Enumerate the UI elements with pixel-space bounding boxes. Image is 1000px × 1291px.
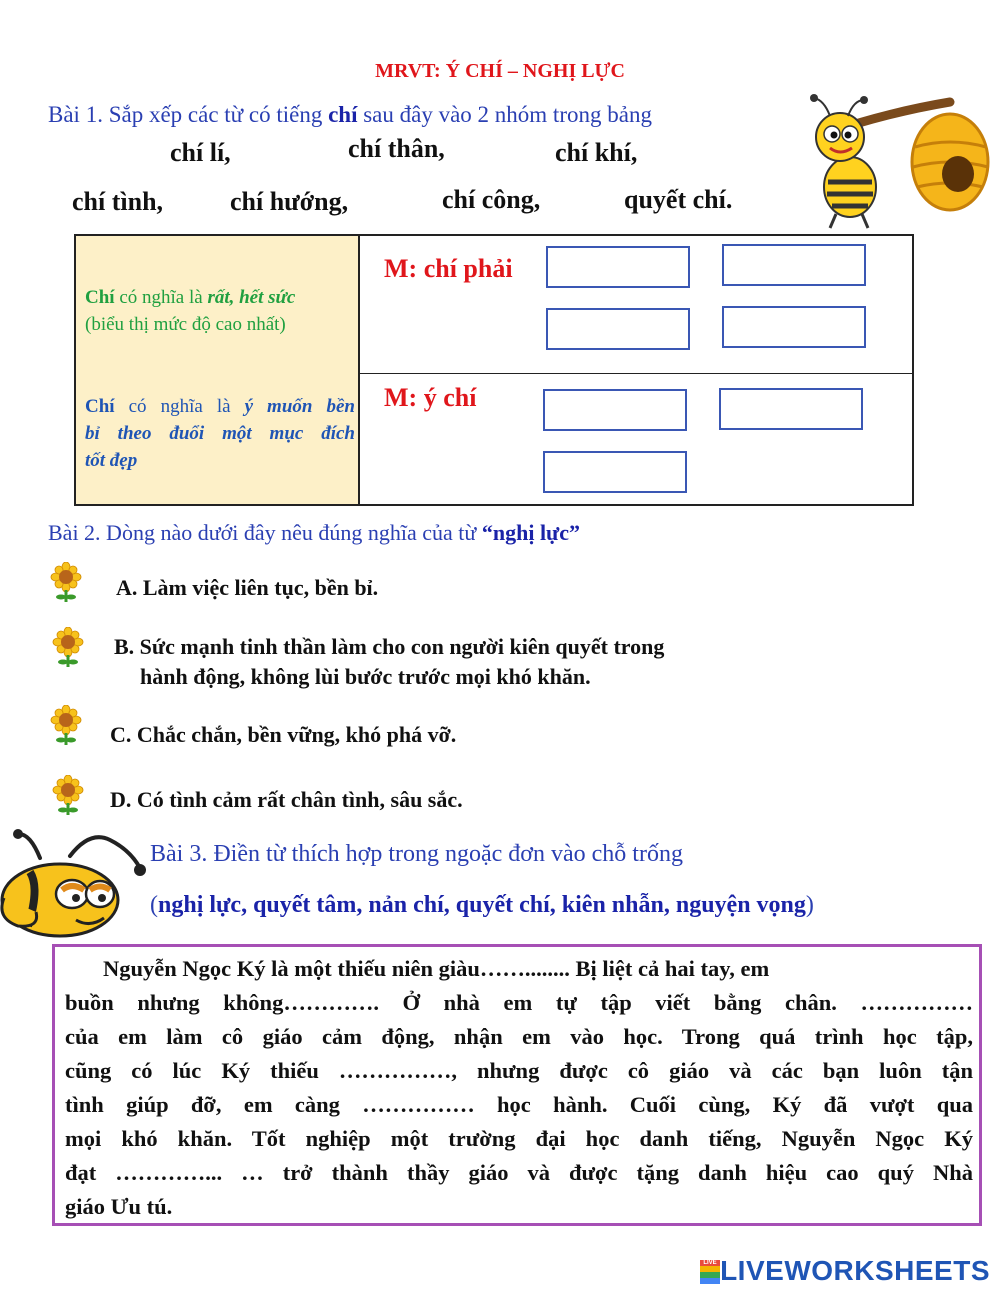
passage-line-8: giáo Ưu tú. xyxy=(65,1194,173,1219)
group-row-2 xyxy=(76,373,912,504)
bee-hive-illustration xyxy=(800,92,990,232)
logo-letters: LIVE xyxy=(700,1260,720,1266)
group-2-answer-box-2[interactable] xyxy=(719,388,863,430)
fill-in-passage xyxy=(52,944,982,1226)
passage-line-6: mọi khó khăn. Tốt nghiệp một trường đại học danh tiếng, Nguyễn Ngọc Ký xyxy=(65,1126,973,1151)
group-row-1 xyxy=(76,236,912,374)
exercise-2-heading-start: Bài 2. Dòng nào dưới đây nêu đúng nghĩa của từ xyxy=(48,520,482,545)
option-b-line-2: hành động, không lùi bước trước mọi khó khăn. xyxy=(140,664,591,689)
passage-line-5: tình giúp đỡ, em càng …………… học hành. Cuối cùng, Ký đã vượt qua xyxy=(65,1092,973,1117)
group-1-meaning: rất, hết sức xyxy=(207,287,296,308)
group-2-meaning-line-3: tốt đẹp xyxy=(85,450,138,471)
sunflower-icon xyxy=(50,562,82,602)
word-chi-khi: chí khí, xyxy=(555,138,638,167)
exercise-2-heading xyxy=(48,520,580,546)
exercise-1-heading-end: sau đây vào 2 nhóm trong bảng xyxy=(357,102,652,127)
word-bank-open-paren: ( xyxy=(150,892,158,918)
group-1-answer-box-2[interactable] xyxy=(722,244,866,286)
exercise-3-word-bank xyxy=(150,892,814,919)
group-1-chi: Chí xyxy=(85,287,115,308)
group-1-answer-box-3[interactable] xyxy=(546,308,690,350)
liveworksheets-logo-icon xyxy=(700,1260,720,1284)
group-2-mid: có nghĩa là xyxy=(114,396,245,417)
grouping-table xyxy=(74,234,914,506)
exercise-2-keyword: “nghị lực” xyxy=(481,520,581,545)
passage-line-2: buồn nhưng không…………. Ở nhà em tự tập viết bằng chân. …………… xyxy=(65,990,973,1015)
passage-line-4: cũng có lúc Ký thiếu ……………, nhưng được cô giáo và các bạn luôn tận xyxy=(65,1058,973,1083)
passage-line-7: đạt …………... … trở thành thầy giáo và được tặng danh hiệu cao quý Nhà xyxy=(65,1160,973,1185)
option-c[interactable]: C. Chắc chắn, bền vững, khó phá vỡ. xyxy=(110,722,457,747)
bee-peeking-illustration xyxy=(0,828,150,938)
group-2-definition xyxy=(85,393,355,474)
option-a[interactable]: A. Làm việc liên tục, bền bỉ. xyxy=(116,575,379,600)
group-1-note: (biểu thị mức độ cao nhất) xyxy=(85,314,286,335)
passage-line-3: của em làm cô giáo cảm động, nhận em vào học. Trong quá trình học tập, xyxy=(65,1024,973,1049)
group-1-definition-cell xyxy=(76,236,360,373)
word-chi-huong: chí hướng, xyxy=(230,187,349,216)
group-2-meaning-line-2: bỉ theo đuổi một mục đích xyxy=(85,423,355,444)
group-1-mid: có nghĩa là xyxy=(114,287,208,308)
option-b-line-1: B. Sức mạnh tinh thần làm cho con người kiên quyết trong xyxy=(114,634,665,659)
sunflower-icon xyxy=(50,705,82,745)
group-2-answer-box-3[interactable] xyxy=(543,451,687,493)
group-1-answer-box-4[interactable] xyxy=(722,306,866,348)
group-2-definition-cell xyxy=(76,373,360,504)
sunflower-icon xyxy=(52,775,84,815)
word-bank-list: nghị lực, quyết tâm, nản chí, quyết chí, kiên nhẫn, nguyện vọng xyxy=(158,892,806,918)
passage-line-1: Nguyễn Ngọc Ký là một thiếu niên giàu……........ Bị liệt cả hai tay, em xyxy=(103,956,770,981)
sunflower-icon xyxy=(52,627,84,667)
word-chi-tinh: chí tình, xyxy=(72,187,164,216)
option-d[interactable]: D. Có tình cảm rất chân tình, sâu sắc. xyxy=(110,787,463,812)
exercise-3-heading: Bài 3. Điền từ thích hợp trong ngoặc đơn vào chỗ trống xyxy=(150,841,683,867)
option-b[interactable] xyxy=(114,634,664,690)
word-chi-cong: chí công, xyxy=(442,185,541,214)
group-1-answer-box-1[interactable] xyxy=(546,246,690,288)
group-2-chi: Chí xyxy=(85,396,115,417)
word-chi-li: chí lí, xyxy=(170,138,231,167)
group-1-definition xyxy=(85,284,355,338)
word-quyet-chi: quyết chí. xyxy=(624,185,733,214)
worksheet-title: MRVT: Ý CHÍ – NGHỊ LỰC xyxy=(375,60,625,82)
group-2-meaning-line-1: ý muốn bền xyxy=(244,396,355,417)
group-1-model: M: chí phải xyxy=(384,254,513,283)
liveworksheets-brand[interactable]: LIVEWORKSHEETS xyxy=(720,1255,990,1286)
word-bank-close-paren: ) xyxy=(805,892,814,918)
group-2-answer-box-1[interactable] xyxy=(543,389,687,431)
exercise-1-keyword: chí xyxy=(328,102,358,127)
exercise-1-heading xyxy=(48,102,652,128)
exercise-1-heading-start: Bài 1. Sắp xếp các từ có tiếng xyxy=(48,102,329,127)
group-2-model: M: ý chí xyxy=(384,383,477,412)
word-chi-than: chí thân, xyxy=(348,134,445,163)
